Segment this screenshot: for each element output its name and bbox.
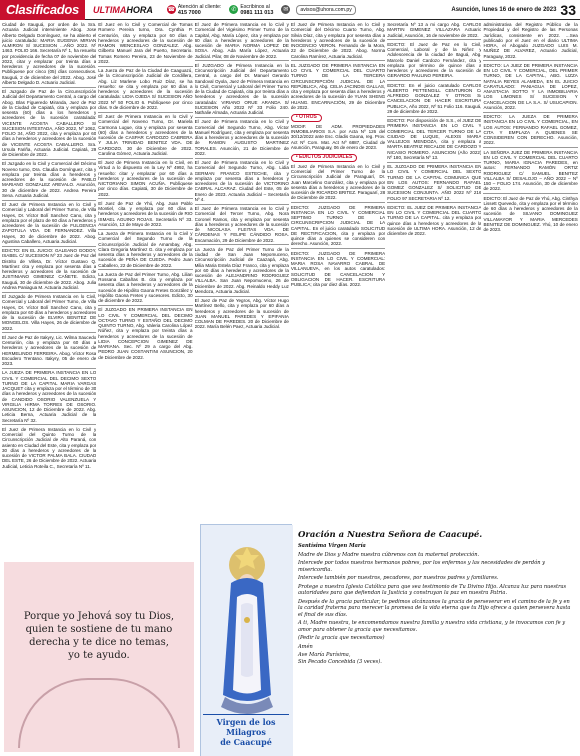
brand-logo (93, 5, 153, 15)
prayer-line: Amén (298, 643, 313, 650)
bible-verse-text (4, 610, 194, 662)
virgin-image-box (200, 524, 292, 756)
attention-phone[interactable]: 415 7000 (177, 9, 201, 16)
section-title: Clasificados (0, 0, 85, 20)
notice: La Jueza de Paz del Primer Turno de la ciudad de San Juan Nepomuceno, Circunscripción Judicial de Caazapá, Abg. Milia Maria Estela Díaz Franco, cita y emplaza por 60 días a herederos y acreedores de la sucesión de ALEJANDRINO RODRIGUEZ VILLALBA. San Juan Nepomuceno, 26 de Diciembre de 2022. Abg. Reinaldo Heddy Luz Mendoza, Actuaria Judicial. (194, 246, 289, 294)
notice: El Juez de Paz de Yegros, Abg. Víctor Hugo Martínez Bello, cita y emplaza por 60 días a herederos y acreedores de la sucesión de JUAN MANUEL PAREDES Y EPIFANIA COLMAN DE PAREDES. 20 de Diciembre de 2022. María Belén Paez, Actuaria Judicial. (194, 298, 289, 330)
notice: La Jueza de Paz de la Ciudad de Caaguazú, de la Circunscripción Judicial de Cordillera, Abg. Liz Marlene Lobo Ruiz Díaz, se ha resuelto: se cita y emplaza por 60 días a herederos y acreedores de la sucesión caratulada: LIDIA OJEDA S/ SUCESION AÑO 2022 Nº 50 FOLIO 6. Publíquese por cinco días. 9 de diciembre de 2022. (98, 68, 193, 110)
page-number: 33 (560, 1, 576, 18)
column-3 (195, 22, 289, 522)
whatsapp-phone[interactable]: 0981 111 013 (240, 9, 274, 16)
notice: El Juez de Primera Instancia en lo Civil y Comercial del Segundo Turno, Abg. Lidia GERMAN FRANCO ESTECHE, cita y emplaza por sesenta días a herederos y acreedores de la sucesión de VICTORINO CABRAL ALCARAZ. Ciudad del Este, 05 de Enero de 2023. Actuaria Judicial – Secretaría Nº 4. (194, 160, 289, 202)
notice: EDICTO: El Juez de Paz en lo Civil, Comercial, Laboral y de la Niñez y Adolescencia de la ciudad de Itaguá, Abg. Marcelo Daniel Cardozo Fernández, cita y emplaza por término de quince días a herederos y acreedores de la sucesión de GERARDO PAULINO PEREIRA. (387, 41, 482, 79)
notice: administrativa del Registro Público de la Propiedad y del Registro de las Personas Jurídicas, consistente en 2022. ...Sea publicado por el Juez en el diario ULTIMA HORA, el Abogado JUZGADO LUIS M. NUÑEZ DE ALVAREZ, Actuario Judicial, Paraguay, 2022. (483, 22, 578, 59)
notice: EL JUZGADO DE PRIMERA INSTANCIA EN LO CIVIL Y COMERCIAL DEL CUARTO TURNO DE LA TERCERA CIRCUNSCRIPCIÓN JUDICIAL DE LA REPÚBLICA, Abg. CELIA JACINDIS GALLAS, cita y emplaza por sesenta días a herederos y acreedores de la sucesión de YUAN SHENG HUANG. ENCARNACIÓN, 29 de Diciembre de 2022. (290, 62, 386, 110)
page-header (0, 0, 580, 20)
notice: El Juez en lo Civil y Comercial de Tomas Romero Pereira turno, Dra. Cynthia P. Centurión, cita y emplaza por 60 días a herederos y acreedores de la sucesión de RAMON WENCESLAO GONZALEZ. Abg. Gilberto Manuel Jara del Puerto, Secretario. Tomas Romero Pereira, 23 de Noviembre de 2022. (98, 22, 193, 64)
caption-line: Virgen de los Milagros (216, 717, 276, 737)
notice: La Jueza de Paz del Primer Turno, Abg. Lilian Rossana Cabañas B. cita y emplaza por sesenta días a herederos y acreedores de la sucesión de Hipólito Gaona Fretes González y Hipólito Gaona Fretes y sucesores. Edicto, 30 de diciembre de 2022. (98, 271, 193, 303)
notice: EDICTO: LA JUEZA DE PRIMERA INSTANCIA EN LO CIVIL Y COMERCIAL, EN LOS AUTOS: FERNANDO RAFAEL GOMEZ, CITA Y EMPLAZA A QUIENES SE CONSIDEREN CON DERECHO. Asunción, 2022. (483, 114, 578, 146)
notice: EDICTO: JUZGADO DE PRIMERA INSTANCIA EN LO CIVIL Y COMERCIAL SEPTIMO TURNO DE LA CIRCUNSCRIPCION JUDICIAL DE LA CAPITAL. En el juicio caratulado SOLICITUD DE RECTIFICACION, cita y emplaza por quince días a quienes se consideren con derecho. Asunción, 2022. (290, 204, 386, 247)
notice: El Juez de Primera Instancia en lo Civil y Comercial del Quinto Turno de la Circunscripción Judicial de Alto Paraná, con asiento en Ciudad del Este, cita y emplaza por 30 días a herederos y acreedores de la sucesión de VICTOR PALMA BALA. CIUDAD DEL ESTE, 26 de Diciembre de 2022. Actuaria Judicial, Leticia Roteila C., Secretaría Nº 11. (2, 426, 97, 469)
column-6 (483, 22, 577, 522)
prayer-line: A ti, Madre nuestra, te encomendamos nuestra familia y nuestra vida cristiana, y te invocamos con fe y amor para obtener la gracia que necesitamos. (298, 620, 566, 633)
verse-line: Porque yo Jehová soy tu Dios, (23, 611, 175, 622)
brand-part2: HORA (126, 4, 153, 15)
notice: EDICTO: En el juicio caratulado CARLOS ALBERTO PETTENGILL CENTURION C/ ALFREDO GONZALEZ Y OTROS S/ CANCELACION DE HACER ESCRITURA PUBLICA, Año 2022, Nº 51 Folio 116. Itauguá, 29 de diciembre de 2022. (387, 82, 482, 114)
notice: EL JUZGADO DE PRIMERA INSTANCIA EN LO CIVIL Y COMERCIAL DEL SEXTO TURNO DE LA CAPITAL COMUNICA QUE EN LOS AUTOS: FERNANDO RAFAEL GOMEZ GONZALEZ S/ SOLICITUD DE SUCESION CONJUNTA. AÑO 2022 Nº 216 FOLIO 97 SECRETARIA Nº 12. (387, 164, 482, 201)
notice: Secretaría Nº 13 a mi cargo Abg. CARLOS MARTIN GIMENEZ VILLAZARA Actuario Judicial, Asunción, 16 de noviembre de 2022. (387, 22, 482, 38)
notice: El Juzgado de Paz de la Circunscripción Judicial del Departamento Central, a cargo del Abog. Blas Figueredo Miranda, Juez de Paz de la Ciudad de Capiatá, cita y emplaza por sesenta (60) días a los herederos y acreedores de la sucesión caratulada: VICENTE ACOSTA CABALLERO S/ SUCESION INTESTADA, AÑO 2022, Nº 1062, FOLIO 34, AÑO 2022, cita y emplaza por 60 días a herederos y acreedores de la sucesión de VICENTE ACOSTA CABALLERO. Sra. Ursula Fariña, Actuaria Judicial. Capiatá, 29 de Diciembre de 2022. (2, 89, 97, 157)
mail-icon: ✉ (283, 7, 289, 13)
verse-line: quien te sostiene de tu mano (25, 624, 173, 635)
notice: El Juez de Primera Instancia en lo Civil y Comercial del Décimo Cuarto Turno, Abg. Silvia Díaz, cita y emplaza por sesenta días a herederos y acreedores de la sucesión de INOCENCIO VERON. Fernando de la Mora, 22 de Diciembre de 2022. Abog. Norma Carolina Ramírez, Actuaria Judicial. (290, 22, 386, 59)
decorative-arc (18, 678, 180, 748)
notice: El Juez de Primera Instancia en lo Civil y Comercial del Vigésimo Primer Turno de la Capital, Abg. María López, cita y emplaza por 60 días a herederos y acreedores de la sucesión de MARIA NORMA LOPEZ DE SOSA. Abog. Ada María López, Actuaria Judicial. Pilar, 08 de Noviembre de 2022. (194, 22, 289, 59)
email-link[interactable]: avisos@uhora.com.py (296, 5, 355, 15)
notice: EDICTO: JUZGADO DE PRIMERA INSTANCIA EN LO CIVIL Y COMERCIAL: MARIA ROSA NAVARRO CABRAL DE VILLANUEVA, en los autos caratulados: SOLICITUD DE CANCELACION Y OBLIGACION DE HACER. ESCRITURA PUBLICA; cita por diez días. 2022. (290, 250, 386, 287)
prayer-line: Después de la gracia particular, te pedimos alcánzanos la gracia de perseverar en el camino de la fe y en la caridad fraterna para merecer la promesa de la vida eterna que tu Hijo ofrece a quien persevera hasta el final de sus días. (298, 598, 571, 618)
whatsapp-label: Escribinos al (240, 3, 270, 10)
column-5 (387, 22, 481, 522)
prayer-line: Intercede por todos nuestros hermanos pobres, por los enfermos y las necesidades de perdón y misericordia. (298, 560, 546, 573)
classified-columns (2, 22, 578, 522)
column-2 (98, 22, 192, 522)
notice: El Juez de Paz de Yhú, Abg. Juan Pablo Montiel, cita y emplaza por 60 días a herederos y acreedores de la sucesión de RIO ISMAEL AGUINO ROJAS. Secretaría Nº 33. Asunción, 13 de Mayo de 2022. (98, 200, 193, 227)
notice: El Juez de Primera Instancia en lo Civil y Comercial y Laboral del Primer Turno, de Villa Hayes, Dr. Víctor Bolí Sanchez Cano, cita y emplaza por el plazo de 60 días a herederos y acreedores de la sucesión de FULGENCIA ZAPOTULA VDA. DE FERNANDEZ. Villa Hayes, 30 de diciembre de 2022. Abog. Agustina Caballero, Actuaria Judicial. (2, 202, 97, 244)
attention-label: Atención al cliente: (177, 3, 222, 10)
notice: Ciudad de Itauguá, por orden de la Sra. Actuaria Judicial interviniente Abog. Jose Alberto Delgado Domínguez, se ha abierto el juicio caratulado: MARIA EUGENIA MIRIAN ALMIRON S/ SUCESION ...AÑO 2022. Nº 1463. FOLIO 166. Secretaría Nº 1, ha resuelto por providencia de fecha 07 de noviembre del 2022, citar y emplazar por treinta días a herederos y acreedores de la sucesión. Publíquese por cinco (05) días consecutivos. Itauguá, 2 de diciembre del 2022. Abog. José Alberto Delgado D. Actuario Judicial. (2, 22, 97, 85)
whatsapp-block (240, 4, 273, 16)
notice: EDICTO: EN EL JUICIO: GALEANO GODOY, ISABEL C/ SUCESION Nº 23 Juez de Paz del Distrito de Villeta, Dr. Víctor Gustavo Q. Martínez cita y emplaza por sesenta días a herederos y acreedores de la sucesión de JUSTINIANO GIMENEZ CAÑETE. Edicto, Itauguá, 30 de diciembre de 2022. Abog. Julia Andrea Paniagua M. Actuaria Judicial. (2, 248, 97, 290)
caption-line: de Caacupé (220, 737, 272, 747)
prayer-line: (Pedir la gracia que necesitamos) (298, 635, 385, 641)
notice: El Juez de Primera Instancia en lo Civil y Comercial del Primer Turno de la Circunscripción Judicial de Paraguarí, Dr. Juan Marcelino González, cita y emplaza por sesenta días a herederos y acreedores de la sucesión de RICARDO BRITEZ. Paraguarí, 28 de Diciembre de 2022. (290, 163, 386, 201)
section-tag-edictos: • EDICTOS JUDICIALES (291, 154, 357, 162)
virgin-caption (203, 714, 289, 747)
prayer-line: Ave María Purísima, (298, 652, 351, 658)
prayer-body (298, 543, 576, 665)
notice: EDICTO: Por disposición de S.S., el JUEZ DE PRIMERA INSTANCIA EN LO CIVIL Y COMERCIAL DEL TERCER TURNO DE LA CIUDAD DE LUQUE, ALEXIS MARIA VALLEJOS MENDOZA, cita y emplaza a MARTA BEATRIZ RECALDE DE CARDOZO Y NICASIO ROMERO. ASUNCION (Año 2022) Nº 180, Secretaría Nº 13. (387, 118, 482, 160)
verse-line: derecha y te dice no temas, (29, 637, 169, 648)
bottom-section (0, 524, 580, 756)
attention-block (178, 4, 222, 16)
notice: MODIF. DE ADM. PROPIEDADES INMOBILIARIOS S.A. por Acta Nº 126 del 30/12/2022 ante Esc. Gladis Gaona, reg. Prov. Act Nº Com. Mat. Act Nº 6887, Ciudad de Asunción, Paraguay, 06 de enero de 2023. (290, 123, 386, 150)
notice: El Juez de Primera Instancia en lo Civil y Comercial del Tercer Turno, Abg. Nora Coronel Ramos, cita y emplaza por sesenta días a herederos y acreedores de la sucesión de NICOLASA FLEITAS VDA. DE CÁRDENAS Y FELIPE CÁNDIDO ROSA. Encarnación, 29 de Diciembre de 2022. (194, 206, 289, 243)
notice: El Juez de Primera Instancia en lo Civil y Comercial del Noveno Turno, Dr. Mariela Carmona Lugue, cita y emplaza por sesenta (60) días a herederos y acreedores de la sucesión de CASPAR CARDOZO CABRERA Y JULIA TRINIDAD BENITEZ VDA. DE CARDOZO. 30 de Diciembre de 2022. Carolina Gómez, Actuaria Judicial. (98, 114, 193, 156)
prayer-line: Sin Pecado Concebida (3 veces). (298, 658, 382, 665)
notice: El JUZGADO de Primera Instancia en la Circunscripción Judicial del Departamento Central, a cargo del Dr. Manuel Gerardo Sandoval Oyola, Juez de Primera Instancia en lo Civil, Comercial y Laboral del Primer Turno de la Ciudad de Capiatá, cita por treinta días a herederos y acreedores de la sucesión caratulada: VIRIANO ORUE ARANDA S/ SUCESION Año 2022 Nº 33 Folio 240. Nathalie Almada, Actuaria Judicial. (194, 62, 289, 115)
brand-part1: ULTIMA (93, 4, 127, 15)
prayer-line: Protege a nuestra Iglesia Católica para que sea testimonio de Tu Divino Hijo. Alcanza luz para nuestras autoridades para que defiendan la Justicia y construyan la paz en nuestra Patria. (298, 583, 567, 596)
section-tag-otros: • OTROS (291, 114, 322, 122)
notice: LA SEÑORA JUEZ DE PRIMERA INSTANCIA EN LO CIVIL Y COMERCIAL DEL CUARTO TURNO, MARIA IGNACIA PAREDES, en autos: FERNANDO RAMÓN ORTIZ RODRIGUEZ C/ SAMUEL BENITEZ VILLALBA S/ DESALOJO – AÑO 2022 – Nº 150 – FOLIO 174. Asunción, 30 de diciembre de 2022. (483, 149, 578, 192)
prayer-line: Santísima Virgen María (298, 543, 366, 549)
prayer-title: Oración a Nuestra Señora de Caacupé. (298, 530, 483, 540)
notice: El Juzgado de Primera Instancia en lo Civil, Comercial y Laboral del Primer Turno, de Villa Hayes, Dr. Víctor Bolí Sanchez Cano, cita y emplaza por 60 días a herederos y acreedores de la sucesión de ELVIRA BENITEZ DE MONGELOS. Villa Hayes, 26 de diciembre de 2022. (2, 294, 97, 331)
column-4 (291, 22, 385, 522)
notice: EDICTO: El Juez de Paz de Yhú, Abg. Cinthya Lissett Quevedo, cita y emplaza por el término de 60 días a herederos y acreedores de la sucesión de SILVANO DOMINGUEZ VILLAMAYOR Y MARIA MERCEDES BENITEZ DE DOMINGUEZ. Yhú, 10 de enero de 2023. (483, 195, 578, 232)
notice: El Juez de Primera Instancia en lo Civil, en Virtud a lo dispuesto en la Ley Nº 4992, ha resuelto: citar y emplazar por 60 días a herederos y acreedores de la sucesión de NICTORIANO SIMON ACUÑA. Publíquese por cinco días. Capiatá, 30 de Diciembre de 2022. (98, 160, 193, 197)
notice: La Jueza de Primera Instancia en lo Civil y Comercial del Segundo Turno de la Circunscripción Judicial de Amambay, Abg. Clara Gregoria Martínez G. cita y emplaza por sesenta días a herederos y acreedores de la sucesión de PEÑA DE CUEDA. Pedro Juan Caballero, 22 de Diciembre de 2022. (98, 231, 193, 268)
verse-line: yo te ayudo. (68, 650, 130, 661)
notice: El Juzgado en lo Civil y Comercial del Décimo Noveno turno, Dra. Claudia Domínguez, cita y emplaza por treinta días a herederos y acreedores de la sucesión de PABLO MARIANO GONZALEZ AREVALO. Asunción, 30 de diciembre de 2022. Andrea Pereira Sena. Actuaria Judicial. (2, 161, 97, 198)
contact-bar (167, 4, 356, 16)
bible-verse-ad (4, 562, 194, 752)
notice: El Juez de Paz de Itakyry, Lic. Wilma Saucedo Centurión, cita y emplaza por 60 días a herederos y acreedores de la sucesión de HERMELINDO FERREIRA. Abog. Víctor Rosa Escudero Trentano. Itakyry, 05 de enero de 2023. (2, 334, 97, 366)
notice: LA JUEZA DE PRIMERA INSTANCIA EN LO CIVIL Y COMERCIAL DEL DECIMO SEXTO TURNO DE LA CAPITAL MARIA VARGAS JACQUET cita y emplaza por el término de 30 días a herederos y acreedores de la sucesión de CANDIDO OSORIO VALENZUELA Y VIRGILIA HIRMA TORRES DE OSORIO. ASUNCION, 12 de Diciembre de 2022. Abg. Leticia Berna, Actuaria Judicial de la Secretaría Nº 32. (2, 370, 97, 423)
prayer-line: Intercede también por nuestros, pecadores, por nuestros padres y familiares. (298, 575, 499, 581)
notice: EDICTO: LA JUEZ DE PRIMERA INSTANCIA EN LO CIVIL Y COMERCIAL, DEL PRIMER TURNO, DE LA CAPITAL, ABG. LIZZA NATALIA REYES ALAMEDA, EN EL JUICIO CARATULADO: PANIAGUA DE LOPEZ, ANASTACIA SOTTO Y LA INMOBILIARIA LOS LIMONES S/ SUCESION Y CANCELACION DE LA S.A. S/ USUCAPION. Asunción, 2022. (483, 62, 578, 110)
notice: EDICTO: EL JUEZ DE PRIMERA INSTANCIA EN LO CIVIL Y COMERCIAL DEL CUARTO TURNO DE LA CAPITAL. cita y emplaza por quince días a herederos y acreedores de la sucesión de ULTIMA HORA. Asunción, 12 de diciembre de 2022. (387, 204, 482, 236)
prayer-line: Madre de Dios y Madre nuestra cúbrenos con tu maternal protección. (298, 551, 480, 558)
phone-icon: ☎ (167, 7, 176, 13)
whatsapp-icon: ✆ (231, 7, 237, 13)
column-1 (2, 22, 96, 522)
page-date: Asunción, lunes 16 de enero de 2023 (451, 6, 557, 13)
notice: El Juez de Primera Instancia en lo Civil y Comercial del Segundo Turno, Abg. Víctor Manuel Rodríguez, cita y emplaza por sesenta días a herederos y acreedores de la sucesión de RAMON AUGUSTO MARTINEZ TORALES. Asunción, 21 de Diciembre de 2022. (194, 119, 289, 156)
prayer-block (298, 530, 576, 752)
notice: El JUZGADO EN PRIMERA INSTANCIA EN LO CIVIL Y COMERCIAL DEL DECIMO OCTAVO TURNO Y ESTAÑO DEL DECIMO QUINTO TURNO, Abg. Valeria Carolina López Núñez, cita y emplaza por treinta días a herederos y acreedores de la sucesión de LIDIA CONCEPCION GIMENEZ DE MARIANA. Sec. Nº 29 a cargo del Abg. PEDRO JUAN COSTANTINI ASUNCION, 20 de Diciembre de 2022. (98, 307, 193, 360)
